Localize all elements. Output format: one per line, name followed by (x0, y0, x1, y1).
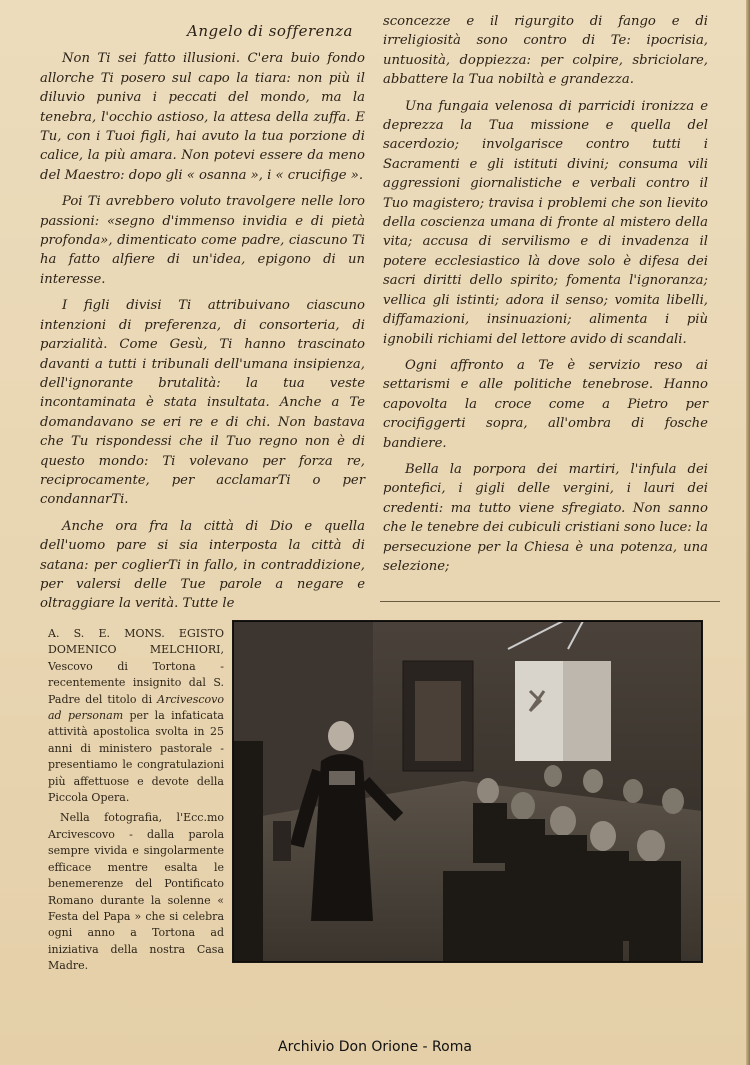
photo-illustration (233, 621, 702, 962)
article-paragraph: Anche ora fra la città di Dio e quella dell'uomo pare si sia interposta la città di satana: per coglierTi in fallo, in contraddizione, per valersi delle Tue parole a negare e oltraggiare la verità. Tutte le (40, 518, 365, 612)
caption-text: per la infaticata attività apostolica svolta in 25 anni di ministero pastorale - presentiamo le congratulazioni più affettuose e devote della Piccola Opera. (48, 709, 224, 805)
article-paragraph: Poi Ti avrebbero voluto travolgere nelle loro passioni: «segno d'immenso invidia e di pietà profonda», dimenticato come padre, ciascuno Ti ha fatto alfiere di un'idea, epigono di un interesse. (40, 194, 365, 287)
article-paragraph: sconcezze e il rigurgito di fango e di irreligiosità sono contro di Te: ipocrisia, untuosità, doppiezza: per colpire, sbriciolare, abbattere la Tua nobiltà e grandezza. (383, 14, 708, 88)
caption-paragraph (48, 626, 224, 806)
article-paragraph: Ogni affronto a Te è servizio reso ai settarismi e alle politiche tenebrose. Hanno capovolta la croce come a Pietro per crocifiggerti sopra, all'ombra di fosche bandiere. (383, 357, 708, 451)
photo-caption (48, 626, 224, 979)
article-title: Angelo di sofferenza (187, 22, 353, 40)
caption-paragraph: Nella fotografia, l'Ecc.mo Arcivescovo - dalla parola sempre vivida e singolarmente efficace mentre esalta le benemerenze del Pontificato Romano durante la solenne « Festa del Papa » che si celebra ogni anno a Tortona ad iniziativa della nostra Casa Madre. (48, 811, 224, 973)
article-right-column (383, 12, 708, 583)
article-left-column (40, 22, 365, 621)
caption-text: A. S. E. MONS. EGISTO DOMENICO MELCHIORI, Vescovo di Tortona - recentemente insignito dal S. Padre del titolo di (48, 627, 224, 706)
caption-italic-title: Arcivescovo ad personam (48, 692, 224, 723)
archbishop-photo (232, 620, 703, 963)
article-paragraph: Una fungaia velenosa di parricidi ironizza e deprezza la Tua missione e quella del sacerdozio; involgarisce contro tutti i Sacramenti e gli istituti divini; consuma vili aggressioni giornalistiche e verbali contro il Tuo magistero; travisa i problemi che son lievito della coscienza umana di fronte al mistero della vita; accusa di servilismo e di invadenza il potere ecclesiastico là dove solo è difesa dei sacri diritti dello spirito; fomenta l'ignoranza; vellica gli istinti; adora il senso; vomita libelli, diffamazioni, insinuazioni; alimenta i più ignobili richiami del lettore avido di scandali. (383, 98, 708, 347)
article-paragraph: I figli divisi Ti attribuivano ciascuno intenzioni di preferenza, di consorteria, di parzialità. Come Gesù, Ti hanno trascinato davanti a tutti i tribunali dell'umana insipienza, dell'ignorante brutalità: la tua veste incontaminata è stata insultata. Anche a Te domandavano se eri re e di chi. Non bastava che Tu rispondessi che il Tuo regno non è di questo mondo: Ti volevano per forza re, reciprocamente, per acclamarTi o per condannarTi. (40, 298, 365, 508)
article-paragraph: Bella la porpora dei martiri, l'infula dei pontefici, i gigli delle vergini, i lauri dei credenti: ma tutto viene sfregiato. Non sanno che le tenebre dei cubiculi cristiani sono luce: la persecuzione per la Chiesa è una potenza, una selezione; (383, 461, 708, 574)
archive-footer: Archivio Don Orione - Roma (278, 1039, 472, 1055)
article-paragraph: Non Ti sei fatto illusioni. C'era buio fondo allorche Ti posero sul capo la tiara: non più il diluvio puniva i peccati del mondo, ma la tenebra, l'occhio astioso, la attesa della zuffa. E Tu, con i Tuoi figli, hai avuto la tua porzione di calice, la più amara. Non potevi essere da meno del Maestro: dopo gli « osanna », i « crucifige ». (40, 51, 365, 183)
section-divider (380, 601, 720, 602)
page-edge (746, 0, 750, 1065)
